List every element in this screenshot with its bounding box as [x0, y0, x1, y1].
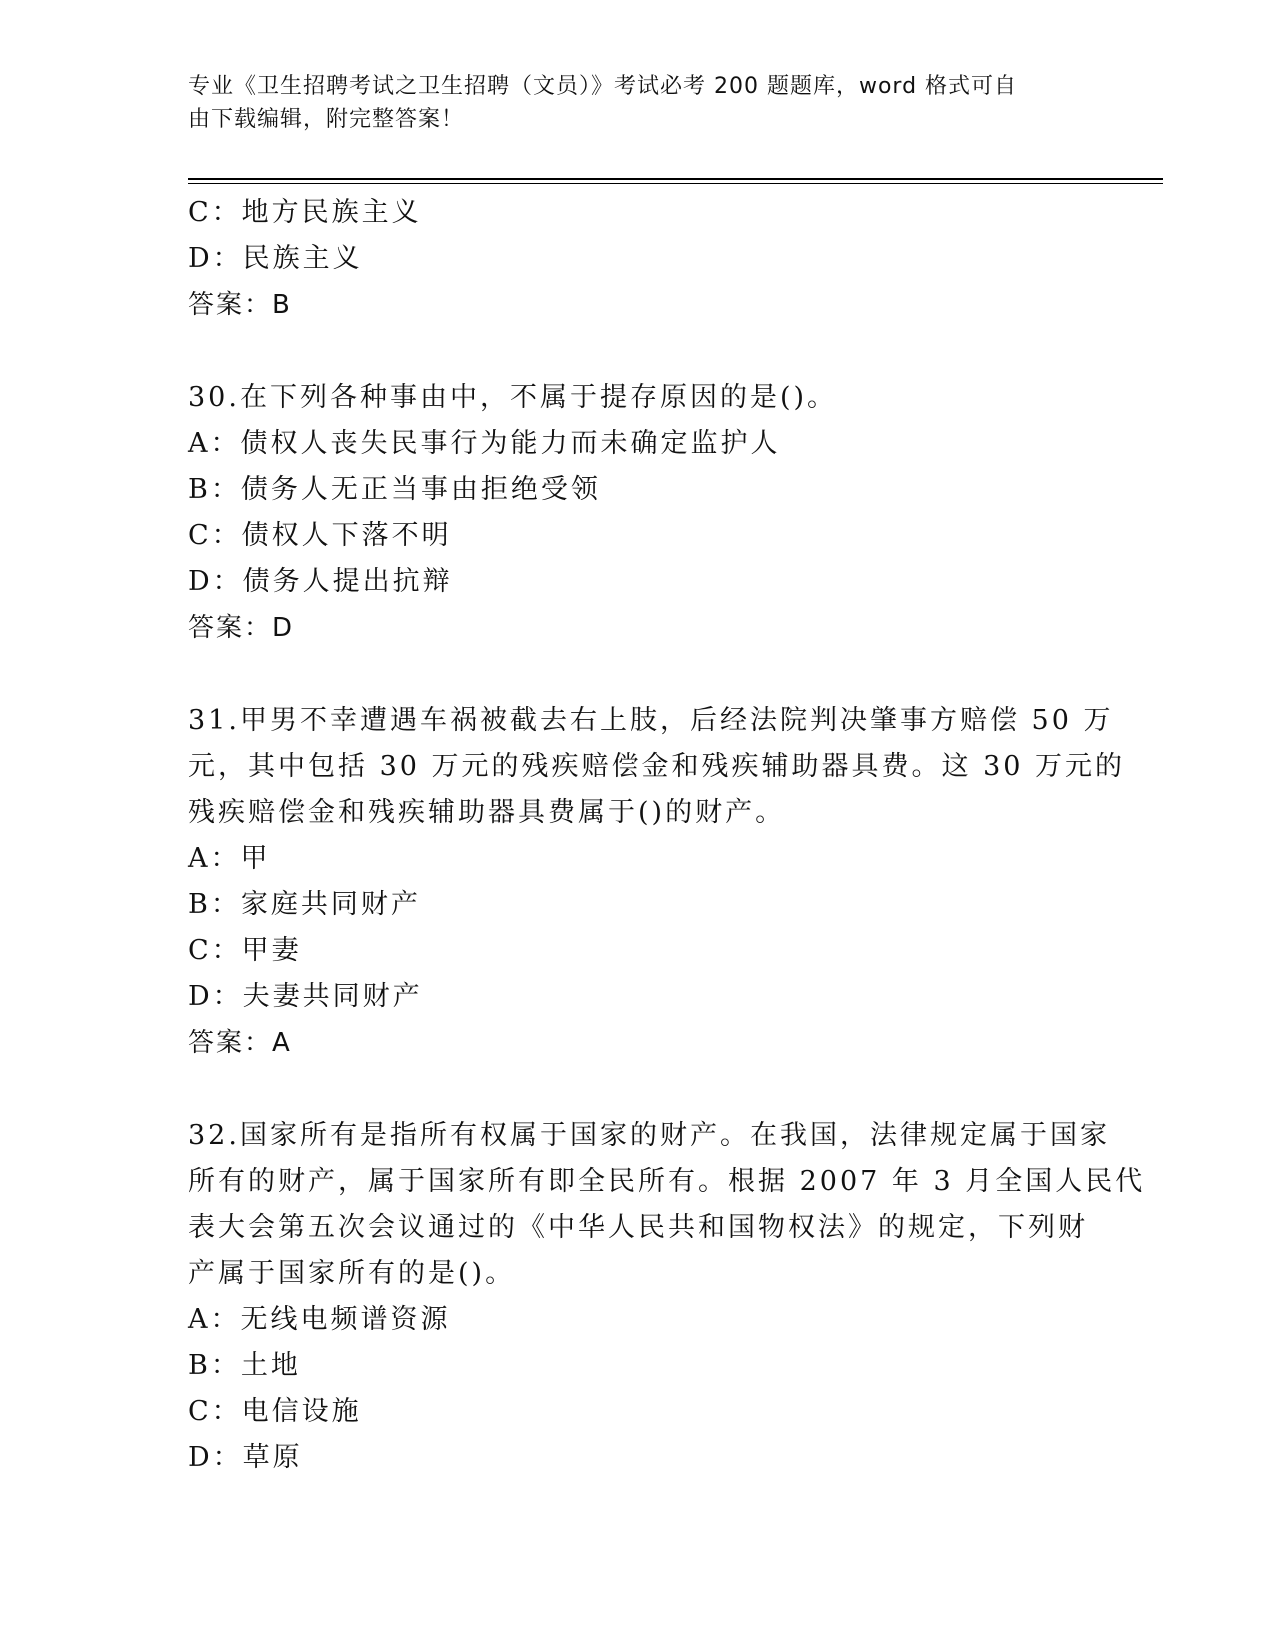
option-d: D：债务人提出抗辩	[188, 566, 453, 597]
answer-line: 答案：D	[188, 613, 295, 643]
option-c: C：甲妻	[188, 935, 302, 966]
document-header	[188, 70, 1088, 136]
partial-question	[188, 190, 1088, 328]
question-stem-line: 残疾赔偿金和残疾辅助器具费属于()的财产。	[188, 797, 786, 828]
question-stem-line: 元，其中包括 30 万元的残疾赔偿金和残疾辅助器具费。这 30 万元的	[188, 751, 1126, 782]
question-stem: 30.在下列各种事由中，不属于提存原因的是()。	[188, 382, 838, 413]
answer-line: 答案：B	[188, 290, 292, 320]
header-divider-thin	[188, 183, 1163, 184]
option-c: C：债权人下落不明	[188, 520, 452, 551]
question-stem-line: 32.国家所有是指所有权属于国家的财产。在我国，法律规定属于国家	[188, 1120, 1110, 1151]
question-stem-line: 所有的财产，属于国家所有即全民所有。根据 2007 年 3 月全国人民代	[188, 1166, 1146, 1197]
header-divider-thick	[188, 178, 1163, 180]
option-d: D：民族主义	[188, 243, 363, 274]
document-body	[188, 190, 1146, 1481]
option-d: D：草原	[188, 1442, 303, 1473]
option-b: B：债务人无正当事由拒绝受领	[188, 474, 601, 505]
question-30	[188, 375, 1088, 651]
header-line-1: 专业《卫生招聘考试之卫生招聘（文员）》考试必考 200 题题库，word 格式可自	[188, 74, 1018, 99]
question-stem-line: 表大会第五次会议通过的《中华人民共和国物权法》的规定，下列财	[188, 1212, 1088, 1243]
option-a: A：无线电频谱资源	[188, 1304, 451, 1335]
option-b: B：土地	[188, 1350, 301, 1381]
option-c: C：电信设施	[188, 1396, 362, 1427]
option-a: A：债权人丧失民事行为能力而未确定监护人	[188, 428, 781, 459]
option-a: A：甲	[188, 843, 271, 874]
option-d: D：夫妻共同财产	[188, 981, 423, 1012]
question-stem-line: 产属于国家所有的是()。	[188, 1258, 516, 1289]
option-b: B：家庭共同财产	[188, 889, 421, 920]
question-stem-line: 31.甲男不幸遭遇车祸被截去右上肢，后经法院判决肇事方赔偿 50 万	[188, 705, 1114, 736]
question-31	[188, 698, 1126, 1066]
header-line-2: 由下载编辑，附完整答案！	[188, 107, 465, 132]
question-32	[188, 1113, 1146, 1481]
option-c: C：地方民族主义	[188, 197, 422, 228]
answer-line: 答案：A	[188, 1028, 292, 1058]
